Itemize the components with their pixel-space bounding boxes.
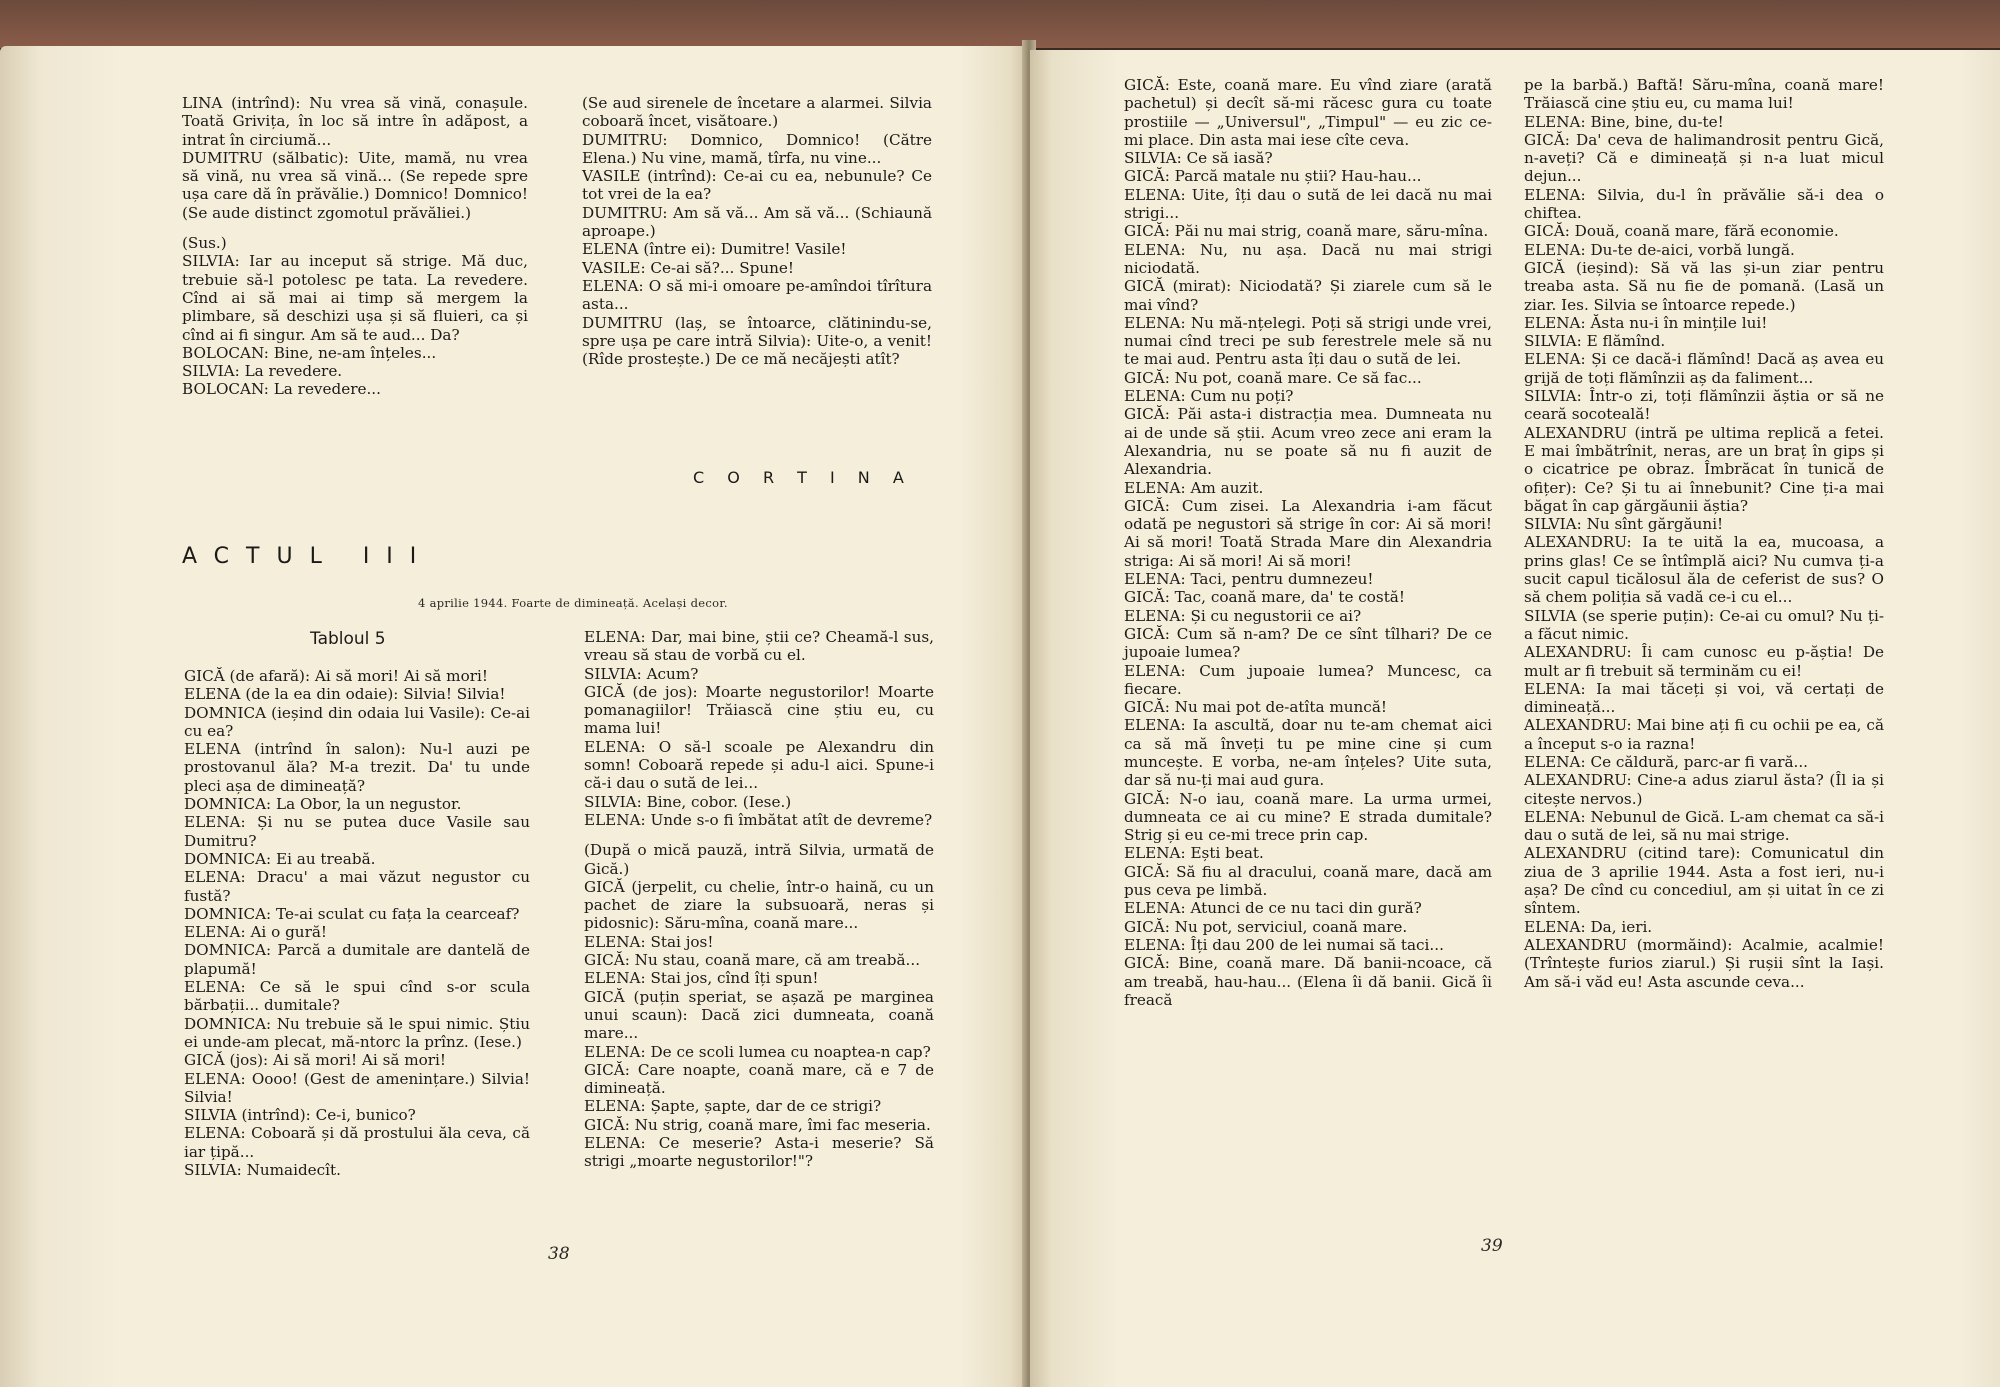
- line: ELENA: Silvia, du-l în prăvălie să-i dea o chiftea.: [1524, 185, 1884, 223]
- line: ELENA: Îți dau 200 de lei numai să taci...: [1124, 935, 1444, 954]
- line: ELENA: Coboară și dă prostului ăla ceva, că iar țipă...: [184, 1124, 530, 1161]
- line: VASILE (intrînd): Ce-ai cu ea, nebunule? Ce tot vrei de la ea?: [582, 167, 932, 204]
- line: DOMNICA: Parcă a dumitale are dantelă de plapumă!: [184, 941, 530, 978]
- line: ELENA: Dar, mai bine, știi ce? Cheamă-l sus, vreau să stau de vorbă cu el.: [584, 628, 934, 665]
- act-title: ACTUL III: [182, 544, 434, 569]
- line: SILVIA (se sperie puțin): Ce-ai cu omul? Nu ți-a făcut nimic.: [1524, 606, 1884, 643]
- line: ELENA: Ăsta nu-i în mințile lui!: [1524, 313, 1768, 332]
- line: ALEXANDRU (mormăind): Acalmie, acalmie! (Trîntește furios ziarul.) Și rușii sînt la Iași. Am să-i văd eu! Asta ascunde ceva...: [1524, 935, 1884, 991]
- line: ELENA: Du-te de-aici, vorbă lungă.: [1524, 240, 1795, 259]
- line: (Sus.): [182, 234, 227, 253]
- line: ELENA: Cum nu poți?: [1124, 387, 1294, 406]
- line: GICĂ: Nu mai pot de-atîta muncă!: [1124, 698, 1387, 717]
- line: GICĂ: Nu strig, coană mare, îmi fac meseria.: [584, 1115, 931, 1134]
- line: GICĂ (ieșind): Să vă las și-un ziar pentru treaba asta. Să nu fie de pomană. (Lasă un ziar. Ies. Silvia se întoarce repede.): [1524, 258, 1884, 314]
- line: ELENA: Stai jos, cînd îți spun!: [584, 969, 819, 988]
- line: SILVIA: Bine, cobor. (Iese.): [584, 792, 792, 811]
- line: ELENA: Oooo! (Gest de amenințare.) Silvia! Silvia!: [184, 1069, 530, 1106]
- line: BOLOCAN: Bine, ne-am înțeles...: [182, 343, 437, 362]
- line: ELENA: Ia ascultă, doar nu te-am chemat aici ca să mă înveți tu pe mine cine și cum muncește. E vorba, ne-am înțeles? Uite suta, dar să nu-ți mai aud gura.: [1124, 716, 1492, 790]
- line: SILVIA: Acum?: [584, 664, 699, 683]
- line: GICĂ: Da' ceva de halimandrosit pentru Gică, n-aveți? Că e dimineață și n-a luat micul dejun...: [1524, 130, 1884, 186]
- line: DOMNICA (ieșind din odaia lui Vasile): Ce-ai cu ea?: [184, 703, 530, 740]
- line: ELENA: Bine, bine, du-te!: [1524, 112, 1724, 131]
- line: (Se aud sirenele de încetare a alarmei. Silvia coboară încet, visătoare.): [582, 94, 932, 131]
- line: SILVIA (intrînd): Ce-i, bunico?: [184, 1106, 416, 1125]
- line: ELENA: Ai o gură!: [184, 923, 328, 942]
- line: GICĂ: Bine, coană mare. Dă banii-ncoace, că am treabă, hau-hau... (Elena îi dă banii. Gică îi freacă: [1124, 954, 1492, 1009]
- line: ELENA (intrînd în salon): Nu-l auzi pe prostovanul ăla? M-a trezit. Da' tu unde pleci așa de dimineață?: [184, 740, 530, 795]
- line: ELENA: Nu mă-nțelegi. Poți să strigi unde vrei, numai cînd treci pe sub ferestrele mele să nu te mai aud. Pentru asta îți dau o sută de lei.: [1124, 313, 1492, 369]
- right-col1: [1124, 76, 1492, 1009]
- tablou-heading: Tabloul 5: [310, 629, 386, 649]
- line: ALEXANDRU: Cine-a adus ziarul ăsta? (Îl ia și citește nervos.): [1524, 771, 1884, 808]
- line: ELENA: Dracu' a mai văzut negustor cu fustă?: [184, 868, 530, 905]
- line: ELENA: Da, ieri.: [1524, 917, 1653, 936]
- line: ELENA: Ești beat.: [1124, 844, 1264, 863]
- right-page: [1030, 50, 2000, 1387]
- line: GICĂ (jos): Ai să mori! Ai să mori!: [184, 1051, 447, 1070]
- line: ELENA: Și cu negustorii ce ai?: [1124, 606, 1362, 625]
- line: SILVIA: E flămînd.: [1524, 332, 1666, 351]
- line: GICĂ: Cum zisei. La Alexandria i-am făcut odată pe negustori să strige în cor: Ai să mori! Ai să mori! Toată Strada Mare din Alexandria striga: Ai să mori! Ai să mori!: [1124, 496, 1492, 570]
- line: LINA (intrînd): Nu vrea să vină, conașule. Toată Grivița, în loc să intre în adăpost, a intrat în circiumă...: [182, 94, 528, 149]
- line: ELENA (între ei): Dumitre! Vasile!: [582, 240, 847, 259]
- right-col2: [1524, 76, 1884, 991]
- page-number-left: 38: [548, 1244, 570, 1264]
- line: ELENA: Uite, îți dau o sută de lei dacă nu mai strigi...: [1124, 185, 1492, 223]
- line: ELENA: Am auzit.: [1124, 478, 1264, 497]
- line: ELENA (de la ea din odaie): Silvia! Silvia!: [184, 685, 506, 704]
- line: ELENA: De ce scoli lumea cu noaptea-n cap?: [584, 1042, 931, 1061]
- line: ALEXANDRU: Mai bine ați fi cu ochii pe ea, că a început s-o ia razna!: [1524, 716, 1884, 753]
- line: DUMITRU (laș, se întoarce, clătinindu-se, spre ușa pe care intră Silvia): Uite-o, a venit! (Rîde prostește.) De ce mă necăjești atît?: [582, 313, 932, 369]
- line: ELENA: Șapte, șapte, dar de ce strigi?: [584, 1097, 882, 1116]
- line: DUMITRU (sălbatic): Uite, mamă, nu vrea să vină, nu vrea să vină... (Se repede spre ușa care dă în prăvălie.) Domnico! Domnico! (Se aude distinct zgomotul prăvăliei.): [182, 148, 528, 222]
- line: ELENA: Stai jos!: [584, 932, 714, 951]
- line: SILVIA: Numaidecît.: [184, 1161, 341, 1180]
- line: GICĂ (mirat): Niciodată? Și ziarele cum să le mai vînd?: [1124, 277, 1492, 314]
- line: ELENA: Cum jupoaie lumea? Muncesc, ca fiecare.: [1124, 661, 1492, 698]
- line: GICĂ: N-o iau, coană mare. La urma urmei, dumneata ce ai cu mine? E strada dumitale? Strig și eu ce-mi trece prin cap.: [1124, 789, 1492, 845]
- line: (După o mică pauză, intră Silvia, urmată de Gică.): [584, 841, 934, 878]
- line: GICĂ: Păi asta-i distracția mea. Dumneata nu ai de unde să știi. Acum vreo zece ani eram la Alexandria, nu se poate să nu fi auzit de Alexandria.: [1124, 405, 1492, 479]
- line: SILVIA: Iar au inceput să strige. Mă duc, trebuie să-l potolesc pe tata. La revedere. Cînd ai să mai ai timp să mergem la plimbare, să deschizi ușa și să fluieri, ca și cînd ai fi singur. Am să te aud... Da?: [182, 252, 528, 344]
- curtain-heading: C O R T I N A: [693, 468, 913, 487]
- left-col1-bottom: [184, 667, 530, 1179]
- line: GICĂ: Nu stau, coană mare, că am treabă...: [584, 951, 921, 970]
- line: ELENA: Ce meserie? Asta-i meserie? Să strigi „moarte negustorilor!"?: [584, 1134, 934, 1171]
- line: ELENA: O să-l scoale pe Alexandru din somn! Coboară repede și adu-l aici. Spune-i că-i dau o sută de lei...: [584, 737, 934, 793]
- line: ELENA: Unde s-o fi îmbătat atît de devreme?: [584, 810, 933, 829]
- line: GICĂ (de jos): Moarte negustorilor! Moarte pomanagiilor! Trăiască cine știu eu, cu mama lui!: [584, 682, 934, 738]
- line: ELENA: Și ce dacă-i flămînd! Dacă aș avea eu grijă de toți flămînzii aș da faliment...: [1524, 350, 1884, 387]
- line: SILVIA: Nu sînt gărgăuni!: [1524, 515, 1724, 534]
- left-col2-bottom: [584, 628, 934, 1171]
- book-cover-edge: [0, 0, 2000, 48]
- left-page: [0, 46, 1028, 1387]
- line: GICĂ: Tac, coană mare, da' te costă!: [1124, 588, 1405, 607]
- line: GICĂ: Păi nu mai strig, coană mare, săru-mîna.: [1124, 222, 1489, 241]
- line: ELENA: Nu, nu așa. Dacă nu mai strigi niciodată.: [1124, 240, 1492, 277]
- line: GICĂ: Care noapte, coană mare, că e 7 de dimineață.: [584, 1060, 934, 1098]
- line: ELENA: Ia mai tăceți și voi, vă certați de dimineață...: [1524, 679, 1884, 717]
- line: GICĂ: Să fiu al dracului, coană mare, dacă am pus ceva pe limbă.: [1124, 862, 1492, 900]
- line: ALEXANDRU: Ia te uită la ea, mucoasa, a prins glas! Ce se întîmplă aici? Nu cumva ți-a sucit capul ticălosul ăla de ceferist de sus? O să chem poliția să vadă ce-i cu el...: [1524, 533, 1884, 607]
- line: GICĂ (puțin speriat, se așază pe marginea unui scaun): Dacă zici dumneata, coană mare...: [584, 987, 934, 1043]
- line: ELENA: O să mi-i omoare pe-amîndoi tîrîtura asta...: [582, 276, 932, 314]
- line: SILVIA: Într-o zi, toți flămînzii ăștia or să ne ceară socoteală!: [1524, 387, 1884, 424]
- page-number-right: 39: [1481, 1236, 1503, 1256]
- line: ALEXANDRU: Îi cam cunosc eu p-ăștia! De mult ar fi trebuit să terminăm cu ei!: [1524, 643, 1884, 680]
- line: DUMITRU: Domnico, Domnico! (Către Elena.) Nu vine, mamă, tîrfa, nu vine...: [582, 130, 932, 167]
- line: GICĂ: Parcă matale nu știi? Hau-hau...: [1124, 167, 1422, 186]
- line: ELENA: Nebunul de Gică. L-am chemat ca să-i dau o sută de lei, să nu mai strige.: [1524, 807, 1884, 845]
- line: GICĂ (de afară): Ai să mori! Ai să mori!: [184, 667, 488, 685]
- line: DUMITRU: Am să vă... Am să vă... (Schiaună aproape.): [582, 203, 932, 241]
- line: GICĂ (jerpelit, cu chelie, într-o haină, cu un pachet de ziare la subsuoară, neras și pidosnic): Săru-mîna, coană mare...: [584, 877, 934, 933]
- line: GICĂ: Este, coană mare. Eu vînd ziare (arată pachetul) și decît să-mi răcesc gura cu toate prostiile — „Universul", „Timpul" — eu zic ce-mi place. Din asta mai iese cîte ceva.: [1124, 76, 1492, 149]
- scene-setting: 4 aprilie 1944. Foarte de dimineață. Același decor.: [418, 596, 728, 610]
- left-col1-top: [182, 94, 528, 399]
- line: SILVIA: La revedere.: [182, 362, 343, 381]
- line: VASILE: Ce-ai să?... Spune!: [582, 258, 794, 277]
- line: ALEXANDRU (citind tare): Comunicatul din ziua de 3 aprilie 1944. Asta a fost ieri, nu-i așa? De cînd cu concediul, am și uitat în ce zi sîntem.: [1524, 844, 1884, 918]
- line: ELENA: Și nu se putea duce Vasile sau Dumitru?: [184, 813, 530, 850]
- line: GICĂ: Cum să n-am? De ce sînt tîlhari? De ce jupoaie lumea?: [1124, 624, 1492, 662]
- line: DOMNICA: Ei au treabă.: [184, 849, 376, 868]
- line: DOMNICA: Nu trebuie să le spui nimic. Știu ei unde-am plecat, mă-ntorc la prînz. (Iese.): [184, 1014, 530, 1051]
- line: ELENA: Atunci de ce nu taci din gură?: [1124, 899, 1422, 918]
- line: ALEXANDRU (intră pe ultima replică a fetei. E mai îmbătrînit, neras, are un braț în gips și o cicatrice pe obraz. Îmbrăcat în tunică de ofițer): Ce? Și tu ai înnebunit? Cine ți-a mai băgat în cap gărgăunii ăștia?: [1524, 423, 1884, 515]
- line: GICĂ: Nu pot, serviciul, coană mare.: [1124, 917, 1408, 936]
- left-col2-top: [582, 94, 932, 368]
- line: pe la barbă.) Baftă! Săru-mîna, coană mare! Trăiască cine știu eu, cu mama lui!: [1524, 76, 1884, 113]
- line: BOLOCAN: La revedere...: [182, 380, 381, 399]
- line: GICĂ: Două, coană mare, fără economie.: [1524, 222, 1839, 241]
- line: ELENA: Ce să le spui cînd s-or scula bărbații... dumitale?: [184, 978, 530, 1015]
- line: SILVIA: Ce să iasă?: [1124, 149, 1273, 168]
- line: ELENA: Ce căldură, parc-ar fi vară...: [1524, 752, 1808, 771]
- line: DOMNICA: La Obor, la un negustor.: [184, 795, 462, 814]
- line: ELENA: Taci, pentru dumnezeu!: [1124, 570, 1374, 589]
- line: DOMNICA: Te-ai sculat cu fața la cearceaf?: [184, 904, 520, 923]
- line: GICĂ: Nu pot, coană mare. Ce să fac...: [1124, 368, 1422, 387]
